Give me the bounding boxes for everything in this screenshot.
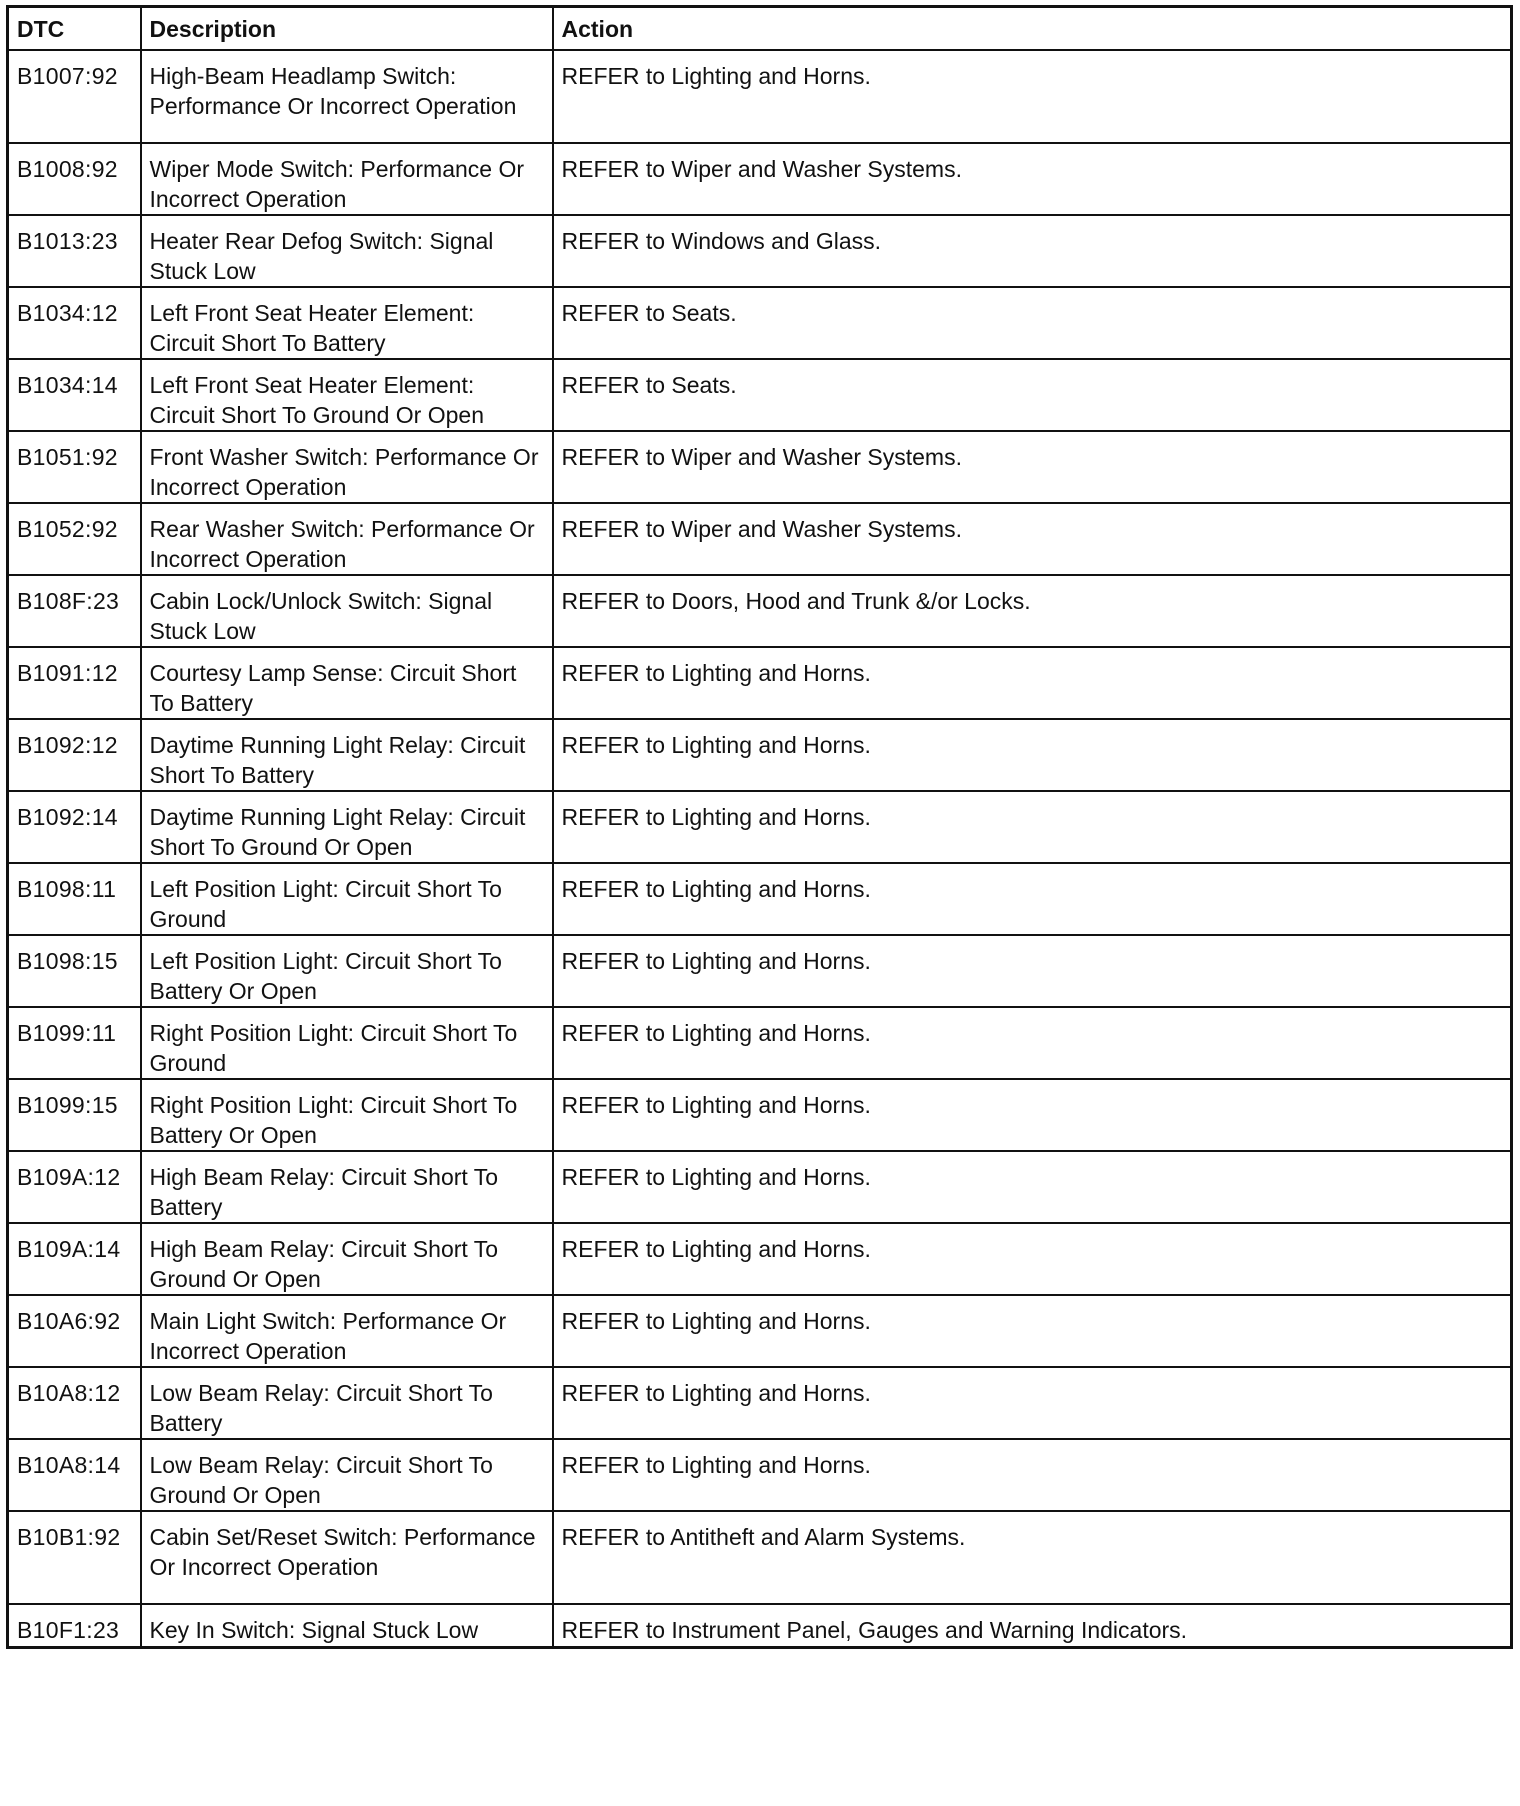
table-row bbox=[8, 287, 1512, 359]
action-cell: REFER to Lighting and Horns. bbox=[553, 791, 1512, 863]
dtc-cell: B1013:23 bbox=[8, 215, 141, 287]
description-cell: Daytime Running Light Relay: Circuit Short To Ground Or Open bbox=[141, 791, 553, 863]
table-row bbox=[8, 359, 1512, 431]
action-cell: REFER to Lighting and Horns. bbox=[553, 1079, 1512, 1151]
description-cell: Left Front Seat Heater Element: Circuit Short To Ground Or Open bbox=[141, 359, 553, 431]
description-cell: Daytime Running Light Relay: Circuit Short To Battery bbox=[141, 719, 553, 791]
table-row bbox=[8, 1007, 1512, 1079]
action-cell: REFER to Wiper and Washer Systems. bbox=[553, 503, 1512, 575]
table-body bbox=[8, 50, 1512, 1647]
table-row bbox=[8, 1604, 1512, 1647]
action-cell: REFER to Lighting and Horns. bbox=[553, 50, 1512, 143]
dtc-table bbox=[6, 5, 1513, 1649]
action-cell: REFER to Wiper and Washer Systems. bbox=[553, 431, 1512, 503]
description-cell: Right Position Light: Circuit Short To Ground bbox=[141, 1007, 553, 1079]
description-cell: Low Beam Relay: Circuit Short To Ground Or Open bbox=[141, 1439, 553, 1511]
action-cell: REFER to Lighting and Horns. bbox=[553, 719, 1512, 791]
table-row bbox=[8, 431, 1512, 503]
dtc-cell: B109A:12 bbox=[8, 1151, 141, 1223]
description-cell: High-Beam Headlamp Switch: Performance Or Incorrect Operation bbox=[141, 50, 553, 143]
table-row bbox=[8, 863, 1512, 935]
action-cell: REFER to Lighting and Horns. bbox=[553, 935, 1512, 1007]
header-description: Description bbox=[141, 7, 553, 51]
dtc-cell: B1092:12 bbox=[8, 719, 141, 791]
action-cell: REFER to Lighting and Horns. bbox=[553, 1007, 1512, 1079]
action-cell: REFER to Lighting and Horns. bbox=[553, 1223, 1512, 1295]
dtc-cell: B1098:11 bbox=[8, 863, 141, 935]
table-row bbox=[8, 50, 1512, 143]
dtc-cell: B1099:15 bbox=[8, 1079, 141, 1151]
description-cell: Left Position Light: Circuit Short To Battery Or Open bbox=[141, 935, 553, 1007]
table-row bbox=[8, 143, 1512, 215]
action-cell: REFER to Wiper and Washer Systems. bbox=[553, 143, 1512, 215]
table-row bbox=[8, 1151, 1512, 1223]
dtc-cell: B10B1:92 bbox=[8, 1511, 141, 1604]
description-cell: Main Light Switch: Performance Or Incorrect Operation bbox=[141, 1295, 553, 1367]
action-cell: REFER to Lighting and Horns. bbox=[553, 1295, 1512, 1367]
action-cell: REFER to Lighting and Horns. bbox=[553, 1367, 1512, 1439]
header-action: Action bbox=[553, 7, 1512, 51]
action-cell: REFER to Doors, Hood and Trunk &/or Locks. bbox=[553, 575, 1512, 647]
dtc-cell: B1051:92 bbox=[8, 431, 141, 503]
description-cell: Heater Rear Defog Switch: Signal Stuck Low bbox=[141, 215, 553, 287]
dtc-cell: B10A8:14 bbox=[8, 1439, 141, 1511]
description-cell: Low Beam Relay: Circuit Short To Battery bbox=[141, 1367, 553, 1439]
action-cell: REFER to Seats. bbox=[553, 359, 1512, 431]
description-cell: Right Position Light: Circuit Short To Battery Or Open bbox=[141, 1079, 553, 1151]
action-cell: REFER to Windows and Glass. bbox=[553, 215, 1512, 287]
description-cell: Cabin Lock/Unlock Switch: Signal Stuck Low bbox=[141, 575, 553, 647]
description-cell: Wiper Mode Switch: Performance Or Incorrect Operation bbox=[141, 143, 553, 215]
table-row bbox=[8, 1295, 1512, 1367]
description-cell: High Beam Relay: Circuit Short To Ground Or Open bbox=[141, 1223, 553, 1295]
action-cell: REFER to Lighting and Horns. bbox=[553, 1439, 1512, 1511]
table-row bbox=[8, 1511, 1512, 1604]
dtc-cell: B1099:11 bbox=[8, 1007, 141, 1079]
description-cell: High Beam Relay: Circuit Short To Battery bbox=[141, 1151, 553, 1223]
table-row bbox=[8, 935, 1512, 1007]
description-cell: Rear Washer Switch: Performance Or Incorrect Operation bbox=[141, 503, 553, 575]
action-cell: REFER to Seats. bbox=[553, 287, 1512, 359]
dtc-cell: B10A6:92 bbox=[8, 1295, 141, 1367]
table-row bbox=[8, 1079, 1512, 1151]
table-row bbox=[8, 719, 1512, 791]
dtc-cell: B1052:92 bbox=[8, 503, 141, 575]
description-cell: Courtesy Lamp Sense: Circuit Short To Battery bbox=[141, 647, 553, 719]
dtc-cell: B108F:23 bbox=[8, 575, 141, 647]
dtc-cell: B1008:92 bbox=[8, 143, 141, 215]
dtc-cell: B10F1:23 bbox=[8, 1604, 141, 1647]
dtc-document bbox=[6, 5, 1510, 1649]
table-row bbox=[8, 575, 1512, 647]
table-row bbox=[8, 1439, 1512, 1511]
action-cell: REFER to Antitheft and Alarm Systems. bbox=[553, 1511, 1512, 1604]
dtc-cell: B10A8:12 bbox=[8, 1367, 141, 1439]
action-cell: REFER to Lighting and Horns. bbox=[553, 1151, 1512, 1223]
description-cell: Front Washer Switch: Performance Or Incorrect Operation bbox=[141, 431, 553, 503]
table-row bbox=[8, 1223, 1512, 1295]
dtc-cell: B1092:14 bbox=[8, 791, 141, 863]
table-row bbox=[8, 503, 1512, 575]
table-header-row bbox=[8, 7, 1512, 51]
action-cell: REFER to Instrument Panel, Gauges and Warning Indicators. bbox=[553, 1604, 1512, 1647]
table-row bbox=[8, 647, 1512, 719]
table-row bbox=[8, 1367, 1512, 1439]
dtc-cell: B1034:14 bbox=[8, 359, 141, 431]
dtc-cell: B1034:12 bbox=[8, 287, 141, 359]
action-cell: REFER to Lighting and Horns. bbox=[553, 647, 1512, 719]
description-cell: Key In Switch: Signal Stuck Low bbox=[141, 1604, 553, 1647]
dtc-cell: B1007:92 bbox=[8, 50, 141, 143]
dtc-cell: B1091:12 bbox=[8, 647, 141, 719]
header-dtc: DTC bbox=[8, 7, 141, 51]
dtc-cell: B109A:14 bbox=[8, 1223, 141, 1295]
description-cell: Left Position Light: Circuit Short To Ground bbox=[141, 863, 553, 935]
action-cell: REFER to Lighting and Horns. bbox=[553, 863, 1512, 935]
table-row bbox=[8, 215, 1512, 287]
description-cell: Cabin Set/Reset Switch: Performance Or Incorrect Operation bbox=[141, 1511, 553, 1604]
description-cell: Left Front Seat Heater Element: Circuit Short To Battery bbox=[141, 287, 553, 359]
table-row bbox=[8, 791, 1512, 863]
dtc-cell: B1098:15 bbox=[8, 935, 141, 1007]
